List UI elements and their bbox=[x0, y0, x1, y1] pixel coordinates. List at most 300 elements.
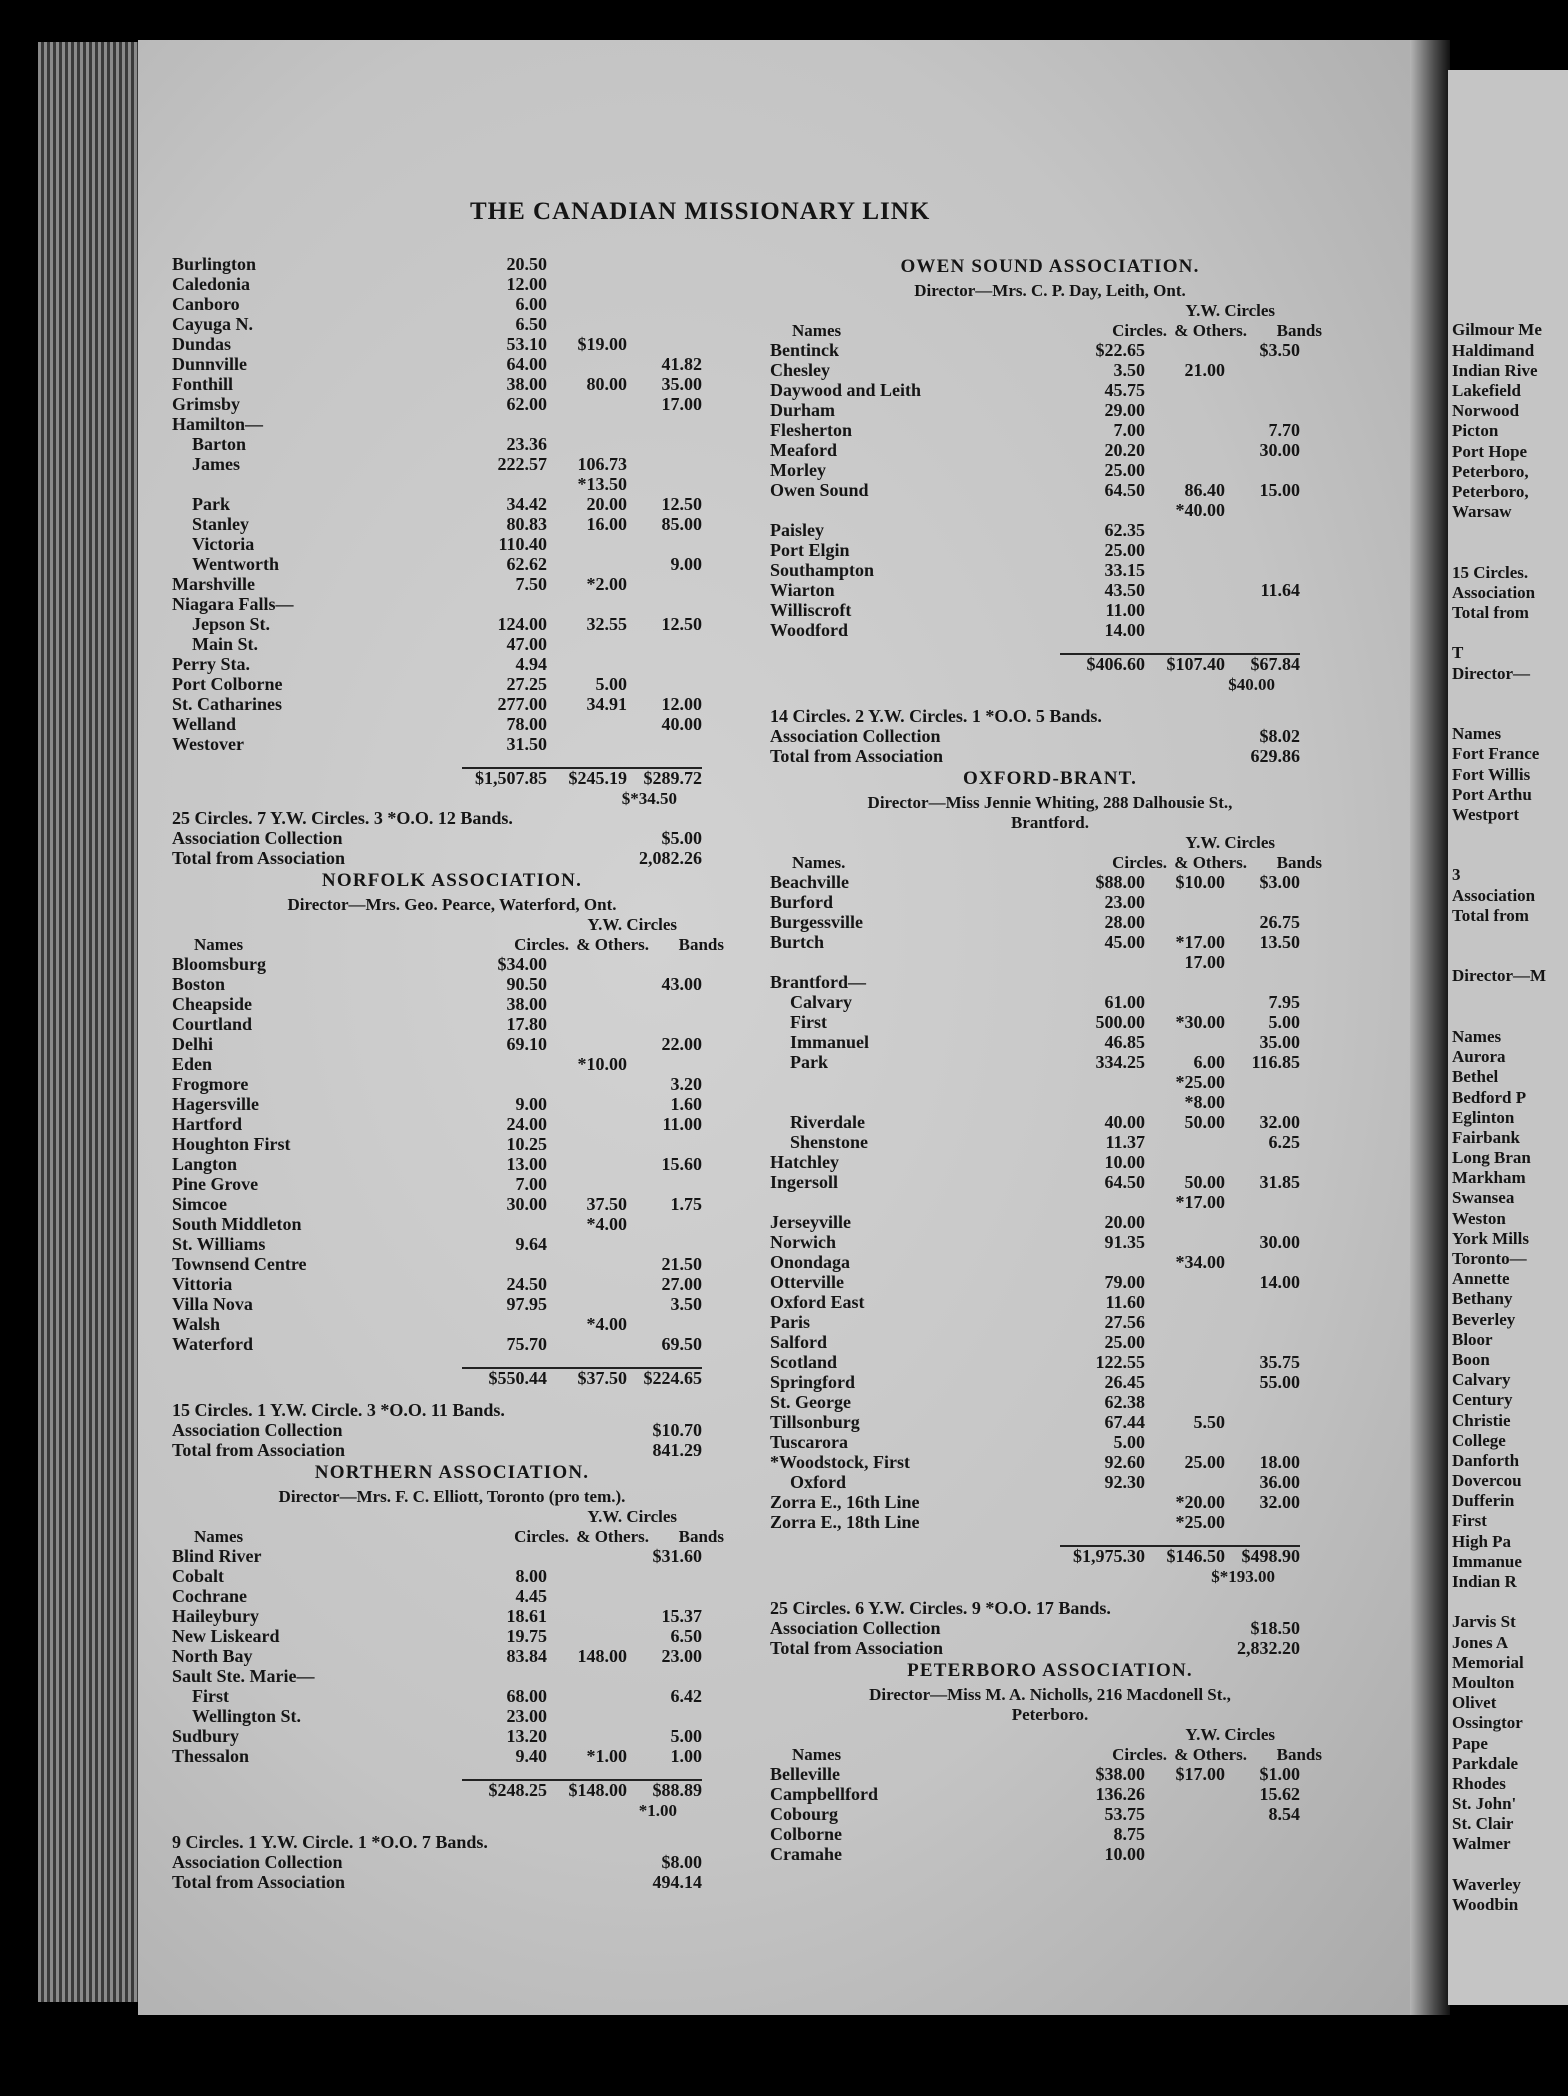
bands-amount bbox=[1225, 1413, 1300, 1433]
church-name: Chesley bbox=[770, 361, 830, 380]
table-row bbox=[172, 1135, 732, 1155]
totals-row bbox=[462, 767, 702, 789]
church-name: Williscroft bbox=[770, 601, 852, 620]
yw-circles-amount bbox=[547, 1587, 627, 1607]
bands-amount: 69.50 bbox=[661, 1334, 702, 1354]
yw-circles-amount bbox=[547, 1035, 627, 1055]
facing-page-line: Beverley bbox=[1452, 1309, 1516, 1329]
bands-amount: 41.82 bbox=[661, 354, 702, 374]
circles-amount: 31.50 bbox=[506, 734, 547, 754]
facing-page-line: Bethany bbox=[1452, 1289, 1513, 1309]
bands-amount: 7.95 bbox=[1268, 992, 1300, 1012]
facing-page-line bbox=[1452, 946, 1546, 966]
summary-label: Association Collection bbox=[172, 1420, 343, 1440]
circles-amount: 20.50 bbox=[506, 254, 547, 274]
circles-amount: 75.70 bbox=[506, 1334, 547, 1354]
circles-amount: 18.61 bbox=[506, 1606, 547, 1626]
bands-amount: 3.50 bbox=[670, 1294, 702, 1314]
facing-page-line: Port Hope bbox=[1452, 441, 1528, 461]
director-line-2: Peterboro. bbox=[1011, 1705, 1089, 1724]
bands-amount bbox=[1225, 361, 1300, 381]
summary-value: 2,832.20 bbox=[1237, 1638, 1300, 1658]
church-name: Belleville bbox=[770, 1765, 840, 1784]
circles-amount: 13.20 bbox=[506, 1726, 547, 1746]
summary-line bbox=[770, 1599, 1330, 1619]
church-name: Immanuel bbox=[790, 1033, 870, 1052]
circles-amount: 68.00 bbox=[506, 1686, 547, 1706]
yw-circles-amount: 5.00 bbox=[595, 674, 627, 694]
bands-amount bbox=[627, 995, 702, 1015]
bands-amount: 32.00 bbox=[1259, 1112, 1300, 1132]
facing-page-line: Weston bbox=[1452, 1208, 1506, 1228]
circles-amount: 6.00 bbox=[515, 294, 547, 314]
summary-value bbox=[592, 1833, 702, 1853]
church-name: Bentinck bbox=[770, 341, 840, 360]
summary-line bbox=[172, 1853, 732, 1873]
yw-circles-amount: 5.50 bbox=[1193, 1412, 1225, 1432]
circles-amount bbox=[462, 1667, 547, 1687]
facing-page-line: Woodbin bbox=[1452, 1895, 1519, 1914]
church-name: Tillsonburg bbox=[770, 1413, 860, 1432]
column-heading: Circles. bbox=[1112, 1745, 1167, 1764]
circles-amount: 5.00 bbox=[1113, 1432, 1145, 1452]
bands-amount: 15.00 bbox=[1259, 480, 1300, 500]
spacer bbox=[770, 1725, 1145, 1745]
yw-circles-amount bbox=[1145, 621, 1225, 641]
yw-circles-amount: 148.00 bbox=[577, 1646, 627, 1666]
circles-amount: 11.37 bbox=[1105, 1132, 1145, 1152]
yw-circles-amount: 25.00 bbox=[1184, 1452, 1225, 1472]
circles-amount: $34.00 bbox=[497, 954, 547, 974]
bands-amount: 15.62 bbox=[1259, 1784, 1300, 1804]
facing-page-line bbox=[1452, 704, 1546, 724]
facing-page-line bbox=[1452, 522, 1546, 542]
bands-amount bbox=[627, 1315, 702, 1335]
totals-subline bbox=[770, 675, 1330, 695]
bands-amount bbox=[627, 595, 702, 615]
church-name: James bbox=[192, 455, 240, 474]
table-row bbox=[770, 1293, 1330, 1313]
yw-circles-amount bbox=[547, 255, 627, 275]
yw-circles-amount bbox=[1145, 561, 1225, 581]
table-row bbox=[172, 975, 732, 995]
table-row bbox=[770, 1173, 1330, 1193]
bands-amount bbox=[627, 735, 702, 755]
bands-amount: $31.60 bbox=[652, 1546, 702, 1566]
total-circles: $406.60 bbox=[1086, 654, 1145, 674]
bands-amount: 6.25 bbox=[1268, 1132, 1300, 1152]
table-row bbox=[770, 561, 1330, 581]
church-name: Shenstone bbox=[790, 1133, 869, 1152]
summary-line bbox=[172, 1441, 732, 1461]
circles-amount: 17.80 bbox=[506, 1014, 547, 1034]
church-name: Springford bbox=[770, 1373, 856, 1392]
table-row bbox=[172, 415, 732, 435]
circles-amount bbox=[1060, 1073, 1145, 1093]
yw-circles-amount: 80.00 bbox=[586, 374, 627, 394]
yw-circles-amount bbox=[1145, 1393, 1225, 1413]
bands-amount bbox=[1225, 1393, 1300, 1413]
table-row bbox=[770, 1193, 1330, 1213]
circles-amount: 334.25 bbox=[1095, 1052, 1145, 1072]
church-name: Park bbox=[192, 495, 230, 514]
yw-circles-amount bbox=[1145, 1333, 1225, 1353]
facing-page-line: Indian R bbox=[1452, 1572, 1517, 1591]
summary-value: $18.50 bbox=[1250, 1618, 1300, 1638]
facing-page-line: Peterboro, bbox=[1452, 461, 1529, 481]
bands-amount bbox=[1225, 953, 1300, 973]
yw-circles-amount bbox=[1145, 1273, 1225, 1293]
association-title: PETERBORO ASSOCIATION. bbox=[907, 1660, 1193, 1681]
bands-amount bbox=[1225, 1193, 1300, 1213]
total-circles: $1,975.30 bbox=[1073, 1546, 1145, 1566]
church-name: Riverdale bbox=[790, 1113, 865, 1132]
spacer bbox=[770, 1533, 1330, 1545]
yw-circles-amount: *25.00 bbox=[1175, 1072, 1225, 1092]
bands-amount bbox=[1225, 1093, 1300, 1113]
yw-circles-amount bbox=[547, 1707, 627, 1727]
yw-circles-amount bbox=[547, 1015, 627, 1035]
facing-page-line: High Pa bbox=[1452, 1531, 1512, 1551]
yw-circles-amount bbox=[547, 655, 627, 675]
table-row bbox=[770, 1845, 1330, 1865]
circles-amount bbox=[1060, 1093, 1145, 1113]
summary-value bbox=[592, 809, 702, 829]
column-heading: Names. bbox=[792, 853, 846, 872]
bands-amount bbox=[1225, 1513, 1300, 1533]
church-name: Burtch bbox=[770, 933, 824, 952]
facing-page-line: Calvary bbox=[1452, 1370, 1511, 1390]
circles-amount: 23.00 bbox=[1104, 892, 1145, 912]
table-row bbox=[172, 555, 732, 575]
bands-amount: 23.00 bbox=[661, 1646, 702, 1666]
bands-amount bbox=[1225, 1825, 1300, 1845]
table-row bbox=[172, 1667, 732, 1687]
facing-page-line bbox=[1452, 280, 1546, 300]
facing-page-line bbox=[1452, 684, 1546, 704]
bands-amount bbox=[627, 415, 702, 435]
church-name: Cramahe bbox=[770, 1845, 842, 1864]
church-name: Sault Ste. Marie— bbox=[172, 1667, 315, 1686]
bands-amount bbox=[1225, 621, 1300, 641]
church-name: Thessalon bbox=[172, 1747, 250, 1766]
church-name: North Bay bbox=[172, 1647, 253, 1666]
table-row bbox=[172, 495, 732, 515]
yw-circles-amount: 20.00 bbox=[586, 494, 627, 514]
summary-value: $8.00 bbox=[661, 1852, 702, 1872]
table-row bbox=[770, 1353, 1330, 1373]
bands-amount bbox=[627, 295, 702, 315]
yw-circles-amount bbox=[1145, 521, 1225, 541]
column-header bbox=[172, 935, 732, 955]
circles-amount: 13.00 bbox=[506, 1154, 547, 1174]
circles-amount: 25.00 bbox=[1104, 460, 1145, 480]
church-name: Cochrane bbox=[172, 1587, 247, 1606]
church-name: Frogmore bbox=[172, 1075, 249, 1094]
circles-amount: 9.64 bbox=[515, 1234, 547, 1254]
table-row bbox=[770, 1765, 1330, 1785]
church-name: Otterville bbox=[770, 1273, 844, 1292]
column-heading: & Others. bbox=[1174, 321, 1247, 340]
bands-amount bbox=[1225, 1073, 1300, 1093]
church-name: Boston bbox=[172, 975, 226, 994]
table-row bbox=[770, 1373, 1330, 1393]
yw-circles-amount bbox=[547, 395, 627, 415]
church-name: Cayuga N. bbox=[172, 315, 254, 334]
circles-amount: 38.00 bbox=[506, 994, 547, 1014]
church-name: Colborne bbox=[770, 1825, 842, 1844]
church-name: Eden bbox=[172, 1055, 213, 1074]
facing-page-line bbox=[1452, 825, 1546, 845]
bands-amount bbox=[627, 315, 702, 335]
circles-amount: 78.00 bbox=[506, 714, 547, 734]
facing-page-line: Total from bbox=[1452, 603, 1529, 622]
table-row bbox=[770, 1473, 1330, 1493]
table-row bbox=[770, 953, 1330, 973]
summary-label: Association Collection bbox=[172, 1852, 343, 1872]
church-name: Waterford bbox=[172, 1335, 253, 1354]
column-heading: & Others. bbox=[576, 1527, 649, 1546]
yw-circles-amount bbox=[1145, 1373, 1225, 1393]
facing-page-line: Names bbox=[1452, 1026, 1502, 1046]
church-name: Courtland bbox=[172, 1015, 253, 1034]
table-row bbox=[172, 1315, 732, 1335]
yw-circles-amount: 106.73 bbox=[577, 454, 627, 474]
summary-value: 841.29 bbox=[652, 1440, 702, 1460]
facing-page-line: Century bbox=[1452, 1390, 1513, 1410]
total-bands: $88.89 bbox=[652, 1780, 702, 1800]
bands-amount bbox=[1225, 601, 1300, 621]
circles-amount: 43.50 bbox=[1104, 580, 1145, 600]
yw-circles-amount bbox=[547, 1687, 627, 1707]
church-name: Haileybury bbox=[172, 1607, 260, 1626]
column-heading: Names bbox=[194, 1527, 244, 1546]
yw-circles-amount bbox=[547, 1235, 627, 1255]
table-row bbox=[770, 1493, 1330, 1513]
table-row bbox=[770, 621, 1330, 641]
facing-page-line: First bbox=[1452, 1511, 1487, 1531]
yw-circles-heading: Y.W. Circles bbox=[1185, 1725, 1275, 1744]
totals-row bbox=[462, 1367, 702, 1389]
facing-page-line: Long Bran bbox=[1452, 1148, 1531, 1168]
yw-circles-amount: 37.50 bbox=[586, 1194, 627, 1214]
church-name: Cobalt bbox=[172, 1567, 225, 1586]
table-row bbox=[172, 675, 732, 695]
bands-amount bbox=[1225, 561, 1300, 581]
church-name: Port Colborne bbox=[172, 675, 283, 694]
bands-amount: $3.50 bbox=[1259, 340, 1300, 360]
church-name: Daywood and Leith bbox=[770, 381, 922, 400]
yw-circles-amount: *4.00 bbox=[586, 1214, 627, 1234]
table-row bbox=[172, 575, 732, 595]
church-name: St. Williams bbox=[172, 1235, 266, 1254]
yw-circles-amount: $17.00 bbox=[1175, 1764, 1225, 1784]
bands-amount bbox=[1225, 1433, 1300, 1453]
bands-amount bbox=[627, 1587, 702, 1607]
summary-value bbox=[1190, 1599, 1300, 1619]
facing-page-line: York Mills bbox=[1452, 1228, 1529, 1248]
table-row bbox=[770, 1233, 1330, 1253]
bands-amount bbox=[627, 1707, 702, 1727]
facing-page-line: Eglinton bbox=[1452, 1107, 1515, 1127]
summary-label: Total from Association bbox=[172, 1872, 346, 1892]
column-heading: Names bbox=[792, 1745, 842, 1764]
bands-amount: 35.00 bbox=[1259, 1032, 1300, 1052]
bands-amount: 43.00 bbox=[661, 974, 702, 994]
circles-amount: 7.50 bbox=[515, 574, 547, 594]
total-yw: $245.19 bbox=[568, 768, 627, 788]
column-heading: Names bbox=[194, 935, 244, 954]
facing-page-line: St. Clair bbox=[1452, 1814, 1514, 1834]
circles-amount: 47.00 bbox=[506, 634, 547, 654]
circles-amount: 80.83 bbox=[506, 514, 547, 534]
facing-page-line: College bbox=[1452, 1430, 1506, 1450]
church-name: Cobourg bbox=[770, 1805, 839, 1824]
church-name: Pine Grove bbox=[172, 1175, 259, 1194]
bands-amount: 7.70 bbox=[1268, 420, 1300, 440]
spacer bbox=[770, 833, 1145, 853]
summary-value: 494.14 bbox=[652, 1872, 702, 1892]
facing-page-line bbox=[1452, 542, 1546, 562]
church-name: Main St. bbox=[192, 635, 259, 654]
circles-amount: 53.75 bbox=[1104, 1804, 1145, 1824]
church-name: Oxford East bbox=[770, 1293, 865, 1312]
yw-circles-amount bbox=[547, 1607, 627, 1627]
facing-page-line: Dufferin bbox=[1452, 1491, 1515, 1511]
facing-page-line: Jarvis St bbox=[1452, 1612, 1516, 1632]
yw-circles-heading: Y.W. Circles bbox=[1185, 301, 1275, 320]
circles-amount: 34.42 bbox=[506, 494, 547, 514]
yw-circles-amount bbox=[1145, 541, 1225, 561]
facing-page-line bbox=[1452, 623, 1546, 643]
bands-amount bbox=[627, 1667, 702, 1687]
bands-amount bbox=[627, 1015, 702, 1035]
circles-amount: 4.94 bbox=[515, 654, 547, 674]
table-row bbox=[172, 515, 732, 535]
yw-circles-amount bbox=[1145, 1233, 1225, 1253]
bands-amount bbox=[627, 275, 702, 295]
circles-amount: 10.00 bbox=[1104, 1152, 1145, 1172]
table-row bbox=[172, 535, 732, 555]
church-name: Canboro bbox=[172, 295, 240, 314]
summary-label: 25 Circles. 6 Y.W. Circles. 9 *O.O. 17 Bands. bbox=[770, 1598, 1111, 1618]
column-heading: Bands bbox=[678, 1527, 724, 1546]
bands-amount: 17.00 bbox=[661, 394, 702, 414]
church-name: Hamilton— bbox=[172, 415, 264, 434]
table-row bbox=[172, 695, 732, 715]
yw-circles-amount bbox=[1145, 1313, 1225, 1333]
yw-circles-amount bbox=[547, 635, 627, 655]
circles-amount: 92.60 bbox=[1104, 1452, 1145, 1472]
page-header: THE CANADIAN MISSIONARY LINK bbox=[470, 198, 931, 225]
bands-amount bbox=[1225, 501, 1300, 521]
church-name: Onondaga bbox=[770, 1253, 851, 1272]
table-row bbox=[172, 435, 732, 455]
bands-amount: 36.00 bbox=[1259, 1472, 1300, 1492]
table-row bbox=[770, 973, 1330, 993]
church-name: Perry Sta. bbox=[172, 655, 250, 674]
church-name: Hagersville bbox=[172, 1095, 259, 1114]
summary-value: $10.70 bbox=[652, 1420, 702, 1440]
bands-amount bbox=[627, 575, 702, 595]
church-name: Flesherton bbox=[770, 421, 852, 440]
church-name: Blind River bbox=[172, 1547, 262, 1566]
middle-column bbox=[770, 255, 1330, 1865]
circles-amount: 79.00 bbox=[1104, 1272, 1145, 1292]
table-row bbox=[172, 1707, 732, 1727]
yw-circles-amount bbox=[547, 595, 627, 615]
bands-amount bbox=[627, 1235, 702, 1255]
table-row bbox=[172, 315, 732, 335]
bands-amount: 1.60 bbox=[670, 1094, 702, 1114]
church-name: Meaford bbox=[770, 441, 837, 460]
circles-amount: $38.00 bbox=[1095, 1764, 1145, 1784]
yw-circles-amount bbox=[1145, 341, 1225, 361]
church-name: New Liskeard bbox=[172, 1627, 280, 1646]
table-row bbox=[172, 1567, 732, 1587]
table-row bbox=[172, 1547, 732, 1567]
facing-page-line bbox=[1452, 845, 1546, 865]
column-header-top bbox=[770, 301, 1330, 321]
circles-amount: 14.00 bbox=[1104, 620, 1145, 640]
facing-page-line: Haldimand bbox=[1452, 340, 1535, 360]
table-row bbox=[172, 295, 732, 315]
table-row bbox=[770, 1785, 1330, 1805]
facing-page-line: Toronto— bbox=[1452, 1249, 1527, 1268]
bands-amount bbox=[627, 1215, 702, 1235]
church-name: Scotland bbox=[770, 1353, 838, 1372]
yw-circles-amount bbox=[547, 1175, 627, 1195]
circles-amount: 69.10 bbox=[506, 1034, 547, 1054]
church-name: Villa Nova bbox=[172, 1295, 253, 1314]
column-heading: & Others. bbox=[1174, 1745, 1247, 1764]
facing-page-line: Indian Rive bbox=[1452, 360, 1538, 380]
facing-page-line: Fort Willis bbox=[1452, 764, 1531, 784]
total-circles: $550.44 bbox=[488, 1368, 547, 1388]
total-bands: $67.84 bbox=[1250, 654, 1300, 674]
spacer bbox=[770, 301, 1145, 321]
church-name: Wentworth bbox=[192, 555, 279, 574]
yw-circles-amount: 6.00 bbox=[1193, 1052, 1225, 1072]
table-row bbox=[770, 1093, 1330, 1113]
facing-page-line: Parkdale bbox=[1452, 1753, 1519, 1773]
church-name: Victoria bbox=[192, 535, 255, 554]
column-header bbox=[172, 1527, 732, 1547]
church-name: Wiarton bbox=[770, 581, 835, 600]
table-row bbox=[770, 1513, 1330, 1533]
circles-amount bbox=[462, 1315, 547, 1335]
circles-amount: 62.35 bbox=[1104, 520, 1145, 540]
table-row bbox=[172, 615, 732, 635]
yw-circles-amount bbox=[1145, 993, 1225, 1013]
summary-line bbox=[172, 1873, 732, 1893]
yw-circles-amount: 21.00 bbox=[1184, 360, 1225, 380]
yw-circles-amount bbox=[547, 995, 627, 1015]
church-name: Wellington St. bbox=[192, 1707, 302, 1726]
church-name: Zorra E., 18th Line bbox=[770, 1513, 920, 1532]
table-row bbox=[172, 595, 732, 615]
table-row bbox=[770, 401, 1330, 421]
column-header-top bbox=[770, 1725, 1330, 1745]
circles-amount: 53.10 bbox=[506, 334, 547, 354]
table-row bbox=[770, 1333, 1330, 1353]
church-name: Paris bbox=[770, 1313, 810, 1332]
table-row bbox=[770, 461, 1330, 481]
table-row bbox=[770, 1153, 1330, 1173]
table-row bbox=[172, 395, 732, 415]
bands-amount bbox=[1225, 521, 1300, 541]
yw-circles-amount bbox=[1145, 1213, 1225, 1233]
